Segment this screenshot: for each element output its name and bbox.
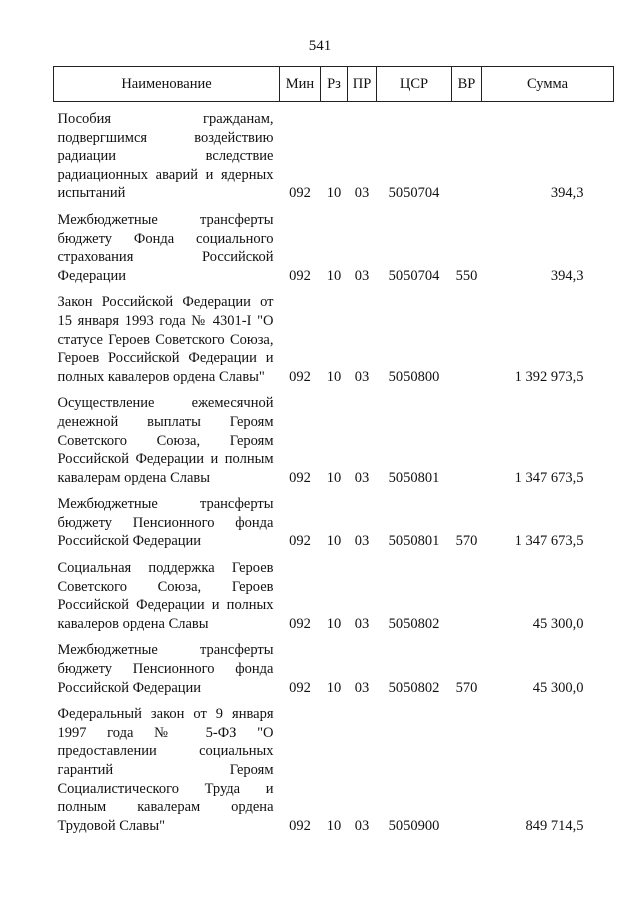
row-sum: 1 392 973,5: [514, 368, 584, 385]
row-csr: 5050900: [388, 817, 440, 834]
table-row: [54, 697, 614, 835]
row-pr: 03: [354, 817, 370, 834]
row-rz: 10: [326, 469, 342, 486]
row-csr: 5050800: [388, 368, 440, 385]
row-sum: 45 300,0: [532, 679, 584, 696]
row-pr: 03: [354, 533, 370, 550]
table-header-row: [54, 67, 614, 102]
row-vr: 570: [455, 533, 478, 550]
row-csr: 5050801: [388, 469, 440, 486]
row-rz: 10: [326, 267, 342, 284]
row-rz: 10: [326, 679, 342, 696]
row-csr: 5050802: [388, 679, 440, 696]
row-csr: 5050704: [388, 185, 440, 202]
header-vr: ВР: [452, 67, 482, 102]
row-name: Федеральный закон от 9 января 1997 года № 5-ФЗ "О предоставлении социальных гарантий Героям Социалистического Труда и полным кавалерам ордена Трудовой Славы": [57, 706, 274, 834]
table-row: [54, 551, 614, 633]
row-vr: [452, 551, 482, 633]
row-name: Межбюджетные трансферты бюджету Пенсионного фонда Российской Федерации: [57, 496, 274, 550]
row-pr: 03: [354, 679, 370, 696]
page-number: 541: [308, 38, 332, 54]
table-row: [54, 633, 614, 697]
row-min: 092: [289, 615, 311, 632]
row-pr: 03: [354, 368, 370, 385]
row-sum: 394,3: [550, 267, 584, 284]
table-row: [54, 487, 614, 551]
row-sum: 45 300,0: [532, 615, 584, 632]
row-min: 092: [289, 533, 311, 550]
header-csr: ЦСР: [377, 67, 452, 102]
row-rz: 10: [326, 185, 342, 202]
row-pr: 03: [354, 469, 370, 486]
row-csr: 5050802: [388, 615, 440, 632]
row-rz: 10: [326, 368, 342, 385]
row-vr: 570: [455, 679, 478, 696]
row-min: 092: [289, 817, 311, 834]
row-min: 092: [289, 469, 311, 486]
header-sum: Сумма: [482, 67, 614, 102]
row-vr: [452, 386, 482, 487]
header-rz: Рз: [321, 67, 348, 102]
row-pr: 03: [354, 185, 370, 202]
row-name: Социальная поддержка Героев Советского Союза, Героев Российской Федерации и полных кавалеров ордена Славы: [57, 560, 274, 632]
row-name: Пособия гражданам, подвергшимся воздействию радиации вследствие радиационных аварий и ядерных испытаний: [57, 111, 274, 202]
table-row: [54, 386, 614, 487]
row-pr: 03: [354, 267, 370, 284]
budget-table: [53, 66, 614, 835]
header-name: Наименование: [54, 67, 280, 102]
row-rz: 10: [326, 533, 342, 550]
row-rz: 10: [326, 615, 342, 632]
row-pr: 03: [354, 615, 370, 632]
row-min: 092: [289, 368, 311, 385]
row-name: Межбюджетные трансферты бюджету Пенсионного фонда Российской Федерации: [57, 642, 274, 696]
row-rz: 10: [326, 817, 342, 834]
row-csr: 5050801: [388, 533, 440, 550]
row-name: Закон Российской Федерации от 15 января 1993 года № 4301-I "О статусе Героев Советского Союза, Героев Российской Федерации и полных кавалеров ордена Славы": [57, 294, 274, 385]
row-sum: 1 347 673,5: [514, 469, 584, 486]
table-row: [54, 102, 614, 203]
row-csr: 5050704: [388, 267, 440, 284]
row-vr: [452, 697, 482, 835]
row-min: 092: [289, 185, 311, 202]
row-sum: 849 714,5: [525, 817, 584, 834]
row-name: Межбюджетные трансферты бюджету Фонда социального страхования Российской Федерации: [57, 211, 274, 284]
row-vr: 550: [455, 267, 478, 284]
header-min: Мин: [280, 67, 321, 102]
table-row: [54, 285, 614, 386]
row-vr: [452, 102, 482, 203]
table-row: [54, 203, 614, 285]
row-min: 092: [289, 267, 311, 284]
header-pr: ПР: [348, 67, 377, 102]
row-sum: 1 347 673,5: [514, 533, 584, 550]
row-min: 092: [289, 679, 311, 696]
row-sum: 394,3: [550, 185, 584, 202]
row-name: Осуществление ежемесячной денежной выплаты Героям Советского Союза, Героям Российской Федерации и полным кавалерам ордена Славы: [57, 395, 274, 486]
row-vr: [452, 285, 482, 386]
